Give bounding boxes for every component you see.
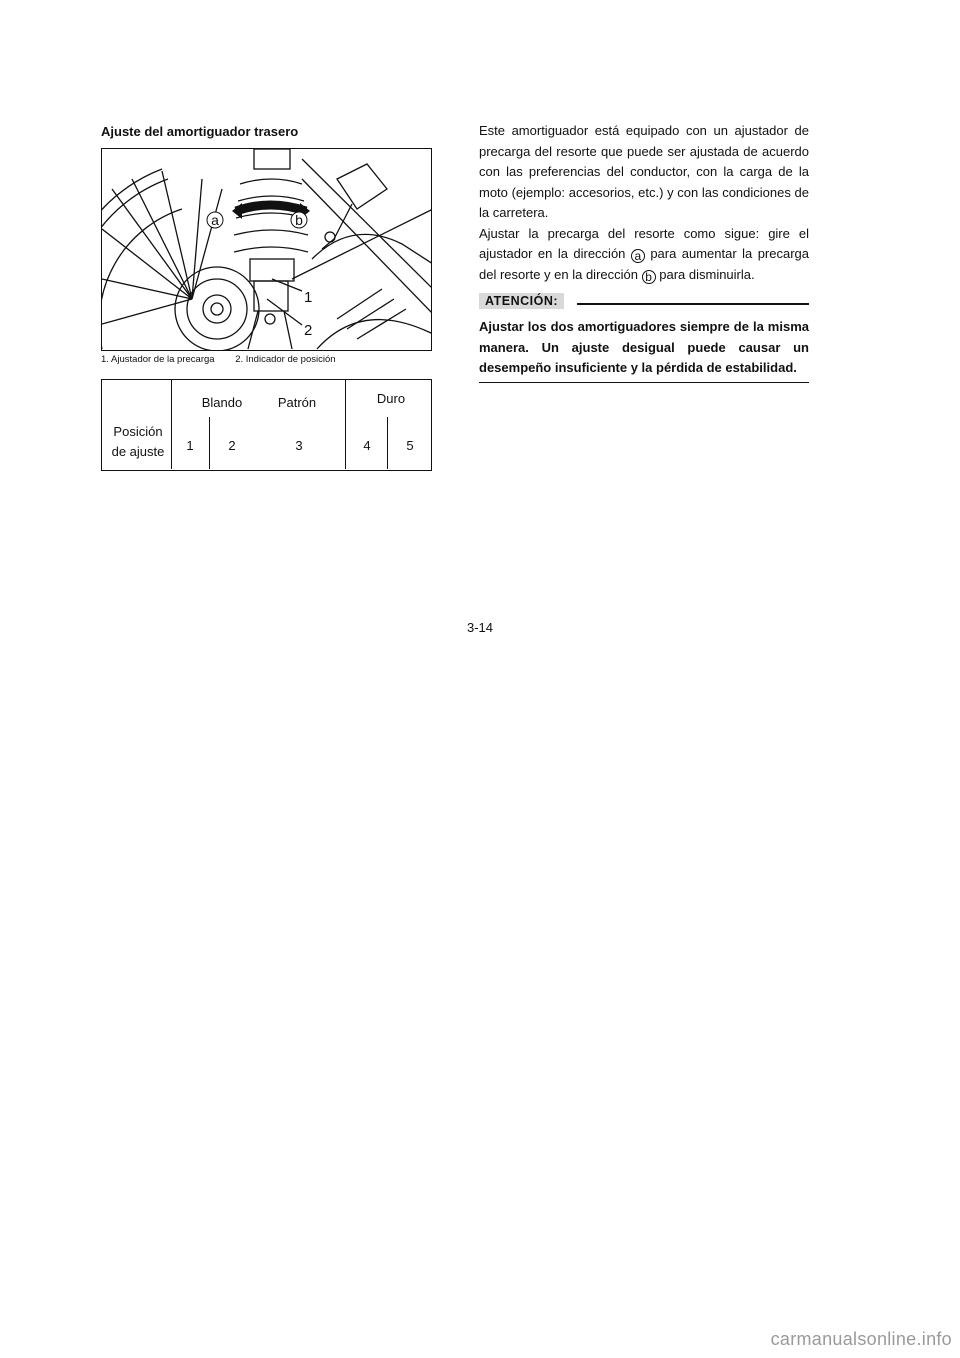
atencion-header — [479, 293, 809, 313]
paragraph-2 — [479, 224, 809, 286]
value-3: 3 — [295, 438, 303, 453]
right-column — [479, 121, 809, 383]
page-number: 3-14 — [466, 620, 494, 635]
row-label-line2: de ajuste — [111, 444, 165, 459]
atencion-label: ATENCIÓN: — [479, 293, 564, 309]
value-4: 4 — [363, 438, 371, 453]
watermark: carmanualsonline.info — [770, 1329, 952, 1349]
direction-a-marker: a — [631, 249, 645, 263]
paragraph-2-part-1: Ajustar la precarga del resorte como sigue: gire el ajustador en la dirección — [479, 225, 809, 261]
callout-1: 1 — [304, 289, 313, 306]
shock-absorber-illustration — [102, 149, 432, 351]
header-blando: Blando — [201, 395, 243, 410]
caption-item-2: 2. Indicador de posición — [235, 354, 336, 365]
row-label-line1: Posición — [113, 424, 163, 439]
value-5: 5 — [406, 438, 414, 453]
figure-caption — [101, 354, 354, 365]
callout-b — [291, 212, 307, 228]
caption-item-1: 1. Ajustador de la precarga — [101, 354, 215, 365]
paragraph-2-part-3: para disminuirla. — [659, 266, 755, 282]
shock-absorber-figure — [101, 148, 432, 351]
header-patron: Patrón — [277, 395, 317, 410]
section-title: Ajuste del amortiguador trasero — [101, 124, 299, 139]
callout-a — [207, 212, 223, 228]
atencion-text: Ajustar los dos amortiguadores siempre de la misma manera. Un ajuste desigual puede causar un desempeño insuficiente y la pérdida de estabilidad. — [479, 319, 809, 375]
paragraph-2-part-2: para aumentar la precarga del resorte y en la dirección — [479, 246, 809, 282]
atencion-bottom-rule — [479, 382, 809, 384]
value-2: 2 — [228, 438, 236, 453]
svg-text:a: a — [211, 212, 219, 228]
header-duro: Duro — [376, 391, 406, 406]
atencion-rule — [577, 303, 809, 305]
svg-text:b: b — [295, 212, 303, 228]
value-1: 1 — [186, 438, 194, 453]
paragraph-1: Este amortiguador está equipado con un ajustador de precarga del resorte que puede ser ajustada de acuerdo con las preferencias del conductor, con la carga de la moto (ejemplo: accesorios, etc.) y con las condiciones de la carretera. — [479, 123, 809, 220]
direction-b-marker: b — [642, 270, 656, 284]
callout-2: 2 — [304, 322, 313, 339]
adjustment-table — [101, 379, 432, 471]
